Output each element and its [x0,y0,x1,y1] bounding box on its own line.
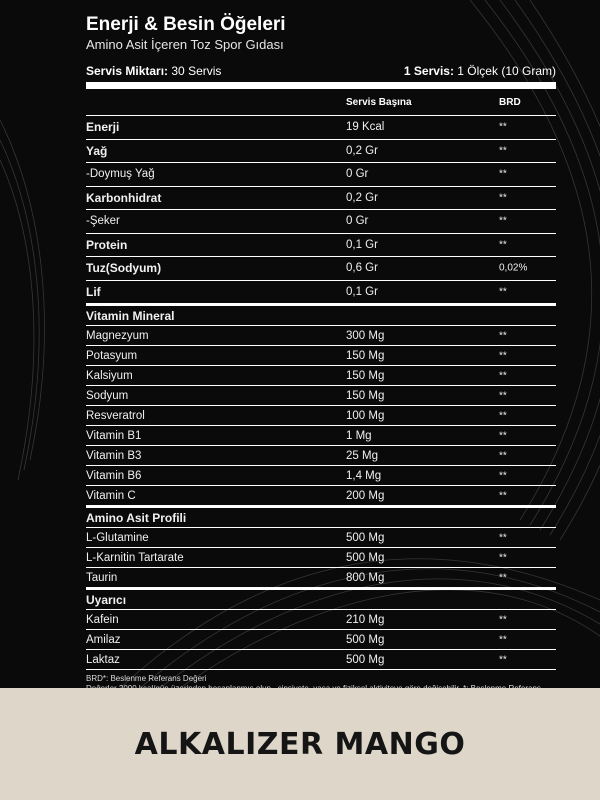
table-row [86,528,556,548]
table-row [86,426,556,446]
nutrient-brd: ** [499,490,507,501]
column-brd: BRD [499,97,521,108]
nutrient-name: Uyarıcı [86,592,127,607]
nutrient-value: 0,2 Gr [346,144,378,157]
nutrient-brd: ** [499,614,507,625]
product-name: ALKALIZER MANGO [134,726,466,762]
nutrient-brd: ** [499,215,507,227]
nutrient-value: 150 Mg [346,369,385,382]
serving-count-label: Servis Miktarı: [86,64,169,78]
nutrient-name: Taurin [86,571,118,584]
nutrient-name: -Doymuş Yağ [86,168,155,181]
nutrient-value: 200 Mg [346,489,385,502]
table-row [86,568,556,590]
table-row [86,140,556,164]
nutrient-name: Vitamin Mineral [86,308,175,323]
table-row [86,406,556,426]
nutrient-brd: ** [499,552,507,563]
serving-size [404,64,556,78]
nutrient-value: 500 Mg [346,633,385,646]
serving-info [86,64,556,89]
nutrient-name: Vitamin B3 [86,449,142,462]
nutrient-brd: ** [499,470,507,481]
nutrient-name: -Şeker [86,215,120,228]
nutrient-value: 0 Gr [346,168,369,181]
nutrient-brd: ** [499,532,507,543]
table-row [86,548,556,568]
nutrient-name: L-Karnitin Tartarate [86,551,184,564]
nutrient-value: 1,4 Mg [346,469,382,482]
nutrient-name: Tuz(Sodyum) [86,261,162,276]
nutrient-table [86,116,556,670]
nutrient-value: 500 Mg [346,653,385,666]
serving-size-label: 1 Servis: [403,64,454,78]
nutrient-value: 0,2 Gr [346,191,378,204]
column-per-serving: Servis Başına [346,97,412,108]
nutrient-name: Vitamin C [86,489,136,502]
table-row [86,590,556,610]
table-row [86,187,556,211]
nutrient-name: Yağ [86,143,108,158]
nutrient-brd: 0,02% [499,262,528,274]
nutrient-value: 800 Mg [346,571,385,584]
table-row [86,257,556,281]
nutrient-name: Lif [86,284,101,299]
nutrient-value: 150 Mg [346,389,385,402]
serving-count-value: 30 Servis [168,64,222,78]
nutrient-brd: ** [499,286,507,298]
nutrient-brd: ** [499,239,507,251]
nutrient-brd: ** [499,121,507,133]
nutrient-value: 1 Mg [346,429,372,442]
nutrient-name: Enerji [86,120,120,135]
table-row [86,346,556,366]
table-row [86,486,556,508]
nutrient-name: Potasyum [86,349,138,362]
nutrient-value: 500 Mg [346,531,385,544]
nutrient-name: Karbonhidrat [86,190,162,205]
table-row [86,210,556,234]
table-row [86,466,556,486]
table-row [86,306,556,326]
table-row [86,116,556,140]
nutrient-brd: ** [499,168,507,180]
nutrient-value: 25 Mg [346,449,378,462]
panel-title: Enerji & Besin Öğeleri [86,14,286,35]
nutrient-value: 0,6 Gr [346,262,378,275]
nutrient-name: Kafein [86,613,119,626]
nutrient-value: 210 Mg [346,613,385,626]
table-row [86,630,556,650]
column-header [86,89,556,116]
panel-subtitle: Amino Asit İçeren Toz Spor Gıdası [86,37,284,52]
nutrient-value: 0,1 Gr [346,285,378,298]
nutrient-name: Magnezyum [86,329,149,342]
nutrient-name: Amilaz [86,633,121,646]
table-row [86,650,556,670]
nutrient-brd: ** [499,430,507,441]
nutrient-name: Amino Asit Profili [86,510,187,525]
nutrient-name: Vitamin B1 [86,429,142,442]
nutrient-value: 150 Mg [346,349,385,362]
nutrient-name: Vitamin B6 [86,469,142,482]
nutrient-name: Kalsiyum [86,369,133,382]
nutrient-value: 19 Kcal [346,121,385,134]
table-row [86,234,556,258]
nutrient-brd: ** [499,450,507,461]
table-row [86,446,556,466]
table-row [86,163,556,187]
nutrient-name: Protein [86,237,128,252]
nutrient-value: 100 Mg [346,409,385,422]
nutrient-name: Resveratrol [86,409,145,422]
nutrient-brd: ** [499,350,507,361]
nutrient-brd: ** [499,192,507,204]
nutrient-value: 0 Gr [346,215,369,228]
footnote-brd-definition: BRD*: Beslenme Referans Değeri [86,674,207,683]
nutrient-value: 500 Mg [346,551,385,564]
product-banner [0,688,600,800]
table-row [86,508,556,528]
table-row [86,326,556,346]
serving-count [86,64,221,78]
table-row [86,281,556,307]
nutrient-brd: ** [499,572,507,583]
nutrient-name: Laktaz [86,653,120,666]
nutrient-brd: ** [499,390,507,401]
nutrient-brd: ** [499,145,507,157]
nutrient-value: 0,1 Gr [346,238,378,251]
nutrient-name: L-Glutamine [86,531,149,544]
table-row [86,366,556,386]
nutrient-brd: ** [499,654,507,665]
nutrition-panel [86,14,556,704]
nutrient-brd: ** [499,370,507,381]
table-row [86,610,556,630]
serving-size-value: 1 Ölçek (10 Gram) [453,64,556,78]
nutrient-name: Sodyum [86,389,129,402]
nutrient-brd: ** [499,410,507,421]
table-row [86,386,556,406]
nutrient-brd: ** [499,330,507,341]
nutrient-brd: ** [499,634,507,645]
nutrient-value: 300 Mg [346,329,385,342]
